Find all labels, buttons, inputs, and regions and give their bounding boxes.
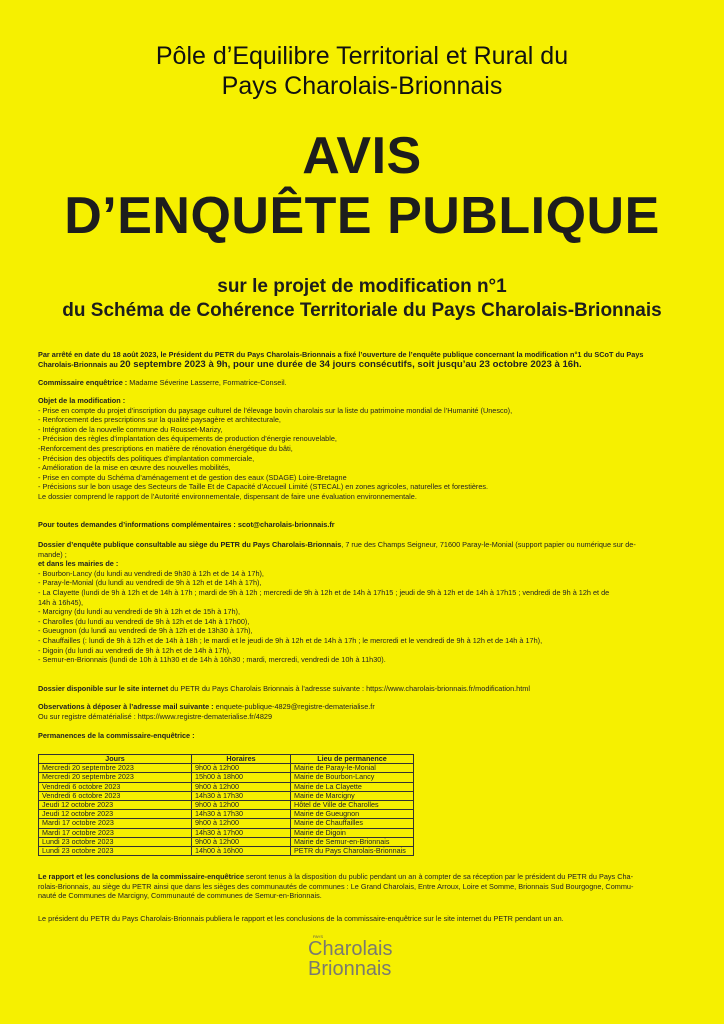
observations-email: enquete-publique-4829@registre-dematerialise.fr (213, 702, 375, 711)
notice-title-line-2: D’ENQUÊTE PUBLIQUE (64, 187, 660, 245)
jours-cell: Mardi 17 octobre 2023 (39, 828, 192, 837)
objet-list-item: - Renforcement des prescriptions sur la qualité paysagère et architecturale, (38, 415, 281, 425)
horaires-cell: 9h00 à 12h00 (192, 819, 291, 828)
horaires-cell: 9h00 à 12h00 (192, 782, 291, 791)
lieu-cell: PETR du Pays Charolais-Brionnais (291, 847, 414, 856)
logo-line-2: Brionnais (308, 958, 392, 980)
jours-cell: Vendredi 6 octobre 2023 (39, 791, 192, 800)
rapport-rest: seront tenus à la disposition du public pendant un an à compter de sa réception par le président du PETR du Pays Cha- (244, 872, 634, 881)
charolais-brionnais-logo (300, 934, 430, 980)
horaires-cell: 9h00 à 12h00 (192, 764, 291, 773)
mairie-list-item: - La Clayette (lundi de 9h à 12h et de 14h à 17h ; mardi de 9h à 12h ; mercredi de 9h à 12h et de 14h à 17h15 ; jeudi de 9h à 12h et de 14h à 17h15 ; vendredi de 9h à 12h et de (38, 587, 610, 597)
demandes-line: Pour toutes demandes d’informations complémentaires : scot@charolais-brionnais.fr (38, 520, 335, 529)
internet-line (38, 684, 688, 694)
jours-cell: Mercredi 20 septembre 2023 (39, 773, 192, 782)
jours-cell: Jeudi 12 octobre 2023 (39, 801, 192, 810)
dossier-section (38, 540, 688, 665)
lieu-cell: Mairie de Semur-en-Brionnais (291, 837, 414, 846)
intro-line-1: Par arrêté en date du 18 août 2023, le Président du PETR du Pays Charolais-Brionnais a fixé l’ouverture de l’enquête publique concernant la modification n°1 du SCoT du Pays (38, 350, 644, 359)
observations-line-2: Ou sur registre dématérialisé : https://www.registre-dematerialise.fr/4829 (38, 711, 272, 721)
lieu-cell: Mairie de Digoin (291, 828, 414, 837)
dossier-lead-rest: , 7 rue des Champs Seigneur, 71600 Paray-le-Monial (support papier ou numérique sur de- (341, 540, 636, 549)
mairie-list-item: - Gueugnon (du lundi au vendredi de 9h à 12h et de 13h30 à 17h), (38, 626, 253, 636)
jours-cell: Vendredi 6 octobre 2023 (39, 782, 192, 791)
horaires-cell: 14h30 à 17h30 (192, 791, 291, 800)
lieu-cell: Mairie de Chauffailles (291, 819, 414, 828)
horaires-cell: 14h00 à 16h00 (192, 847, 291, 856)
horaires-cell: 14h30 à 17h00 (192, 828, 291, 837)
horaires-cell: 15h00 à 18h00 (192, 773, 291, 782)
lieu-cell: Hôtel de Ville de Charolles (291, 801, 414, 810)
column-header-jours: Jours (39, 755, 192, 764)
table-row (39, 773, 414, 782)
rapport-line-2: rolais-Brionnais, au siège du PETR ainsi que dans les sièges des communautés de communes : Le Grand Charolais, Entre Arroux, Loire et Somme, Brionnais Sud Bourgogne, Commu- (38, 881, 634, 891)
subtitle-line-2: du Schéma de Cohérence Territoriale du Pays Charolais-Brionnais (62, 300, 662, 321)
column-header-horaires: Horaires (192, 755, 291, 764)
notice-title-line-1: AVIS (302, 127, 422, 185)
objet-list-item: - Précisions sur le bon usage des Secteurs de Taille Et de Capacité d’Accueil Limité (STECAL) en zones agricoles, naturelles et forestières. (38, 482, 489, 492)
jours-cell: Mercredi 20 septembre 2023 (39, 764, 192, 773)
objet-list-item: - Intégration de la nouvelle commune du Rousset-Marizy, (38, 424, 223, 434)
jours-cell: Lundi 23 octobre 2023 (39, 847, 192, 856)
mairie-list-item: - Semur-en-Brionnais (lundi de 10h à 11h30 et de 14h à 16h30 ; mardi, mercredi, vendredi de 10h à 11h30). (38, 655, 386, 665)
mairie-list-item: - Digoin (du lundi au vendredi de 9h à 12h et de 14h à 17h), (38, 645, 232, 655)
lieu-cell: Mairie de La Clayette (291, 782, 414, 791)
jours-cell: Lundi 23 octobre 2023 (39, 837, 192, 846)
horaires-cell: 14h30 à 17h30 (192, 810, 291, 819)
observations-line-1 (38, 702, 688, 712)
mairie-list-item: - Marcigny (du lundi au vendredi de 9h à 12h et de 15h à 17h), (38, 607, 241, 617)
intro-dates: 20 septembre 2023 à 9h, pour une durée de 34 jours consécutifs, soit jusqu’au 23 octobre 2023 à 16h. (119, 358, 582, 370)
table-row (39, 782, 414, 791)
internet-bold: Dossier disponible sur le site internet (38, 684, 169, 693)
rapport-line-1 (38, 872, 688, 882)
mairies-list (38, 569, 688, 665)
column-header-lieu: Lieu de permanence (291, 755, 414, 764)
mairies-label: et dans les mairies de : (38, 559, 119, 569)
mairie-list-item: - Chauffailles (: lundi de 9h à 12h et de 14h à 18h ; le mardi et le jeudi de 9h à 12h et de 14h à 17h ; le mercredi et le vendredi de 9h à 12h et de 14h à 17h), (38, 635, 543, 645)
objet-list-item: -Renforcement des prescriptions en matière de rénovation énergétique du bâti, (38, 443, 293, 453)
lieu-cell: Mairie de Paray-le-Monial (291, 764, 414, 773)
mairie-list-item: - Charolles (du lundi au vendredi de 9h à 12h et de 14h à 17h00), (38, 616, 250, 626)
dossier-lead-bold: Dossier d’enquête publique consultable au siège du PETR du Pays Charolais-Brionnais (38, 540, 342, 549)
internet-rest: du PETR du Pays Charolais Brionnais à l’adresse suivante : https://www.charolais-brionnais.fr/modification.html (168, 684, 530, 693)
objet-list-item: - Précision des règles d’implantation des équipements de production d’énergie renouvelable, (38, 434, 337, 444)
observations-section (38, 702, 688, 721)
jours-cell: Jeudi 12 octobre 2023 (39, 810, 192, 819)
intro-line-2-start: Charolais-Brionnais au (38, 359, 120, 369)
intro-line-2 (38, 360, 688, 370)
objet-section (38, 396, 688, 502)
objet-list-item: - Prise en compte du projet d’inscription du paysage culturel de l’élevage bovin charolais sur la liste du patrimoine mondial de l’Humanité (Unesco), (38, 405, 513, 415)
permanences-title: Permanences de la commissaire-enquêtrice : (38, 731, 195, 740)
rapport-bold: Le rapport et les conclusions de la commissaire-enquêtrice (38, 872, 245, 881)
logo-small-text: PAYS (313, 934, 324, 939)
commissaire-label: Commissaire enquêtrice : (38, 378, 128, 387)
objet-title: Objet de la modification : (38, 396, 126, 405)
observations-bold: Observations à déposer à l’adresse mail suivante : (38, 702, 214, 711)
horaires-cell: 9h00 à 12h00 (192, 837, 291, 846)
intro-paragraph (38, 350, 688, 369)
organisation-line-1: Pôle d’Equilibre Territorial et Rural du (155, 42, 569, 70)
commissaire-line (38, 378, 688, 388)
objet-list-item: - Précision des objectifs des politiques d’implantation commerciale, (38, 453, 255, 463)
lieu-cell: Mairie de Bourbon-Lancy (291, 773, 414, 782)
dossier-lead-line-2: mande) ; (38, 549, 67, 559)
mairie-list-item: - Paray-le-Monial (du lundi au vendredi de 9h à 12h et de 14h à 17h), (38, 578, 262, 588)
logo-line-1: Charolais (308, 938, 393, 960)
organisation-line-2: Pays Charolais-Brionnais (221, 72, 503, 100)
publication-line: Le président du PETR du Pays Charolais-Brionnais publiera le rapport et les conclusions de la commissaire-enquêtrice sur le site internet du PETR pendant un an. (38, 914, 564, 923)
rapport-line-3: nauté de Communes de Marcigny, Communauté de communes de Semur-en-Brionnais. (38, 891, 322, 901)
permanences-table (38, 754, 414, 856)
commissaire-value: Madame Séverine Lasserre, Formatrice-Conseil. (127, 378, 287, 387)
table-row (39, 828, 414, 837)
lieu-cell: Mairie de Gueugnon (291, 810, 414, 819)
lieu-cell: Mairie de Marcigny (291, 791, 414, 800)
mairie-list-item: - Bourbon-Lancy (du lundi au vendredi de 9h30 à 12h et de 14 à 17h), (38, 568, 264, 578)
permanences-table-body (39, 764, 414, 856)
table-row (39, 819, 414, 828)
jours-cell: Mardi 17 octobre 2023 (39, 819, 192, 828)
rapport-section (38, 872, 688, 901)
mairie-list-item: 14h à 16h45), (38, 597, 84, 607)
subtitle-line-1: sur le projet de modification n°1 (217, 276, 507, 297)
horaires-cell: 9h00 à 12h00 (192, 801, 291, 810)
dossier-lead (38, 540, 688, 550)
objet-list (38, 406, 688, 502)
objet-list-item: - Prise en compte du Schéma d’aménagement et de gestion des eaux (SDAGE) Loire-Bretagne (38, 472, 347, 482)
objet-list-item: - Amélioration de la mise en œuvre des nouvelles mobilités, (38, 463, 231, 473)
objet-list-item: Le dossier comprend le rapport de l’Autorité environnementale, dispensant de faire une évaluation environnementale. (38, 491, 417, 501)
table-row (39, 847, 414, 856)
